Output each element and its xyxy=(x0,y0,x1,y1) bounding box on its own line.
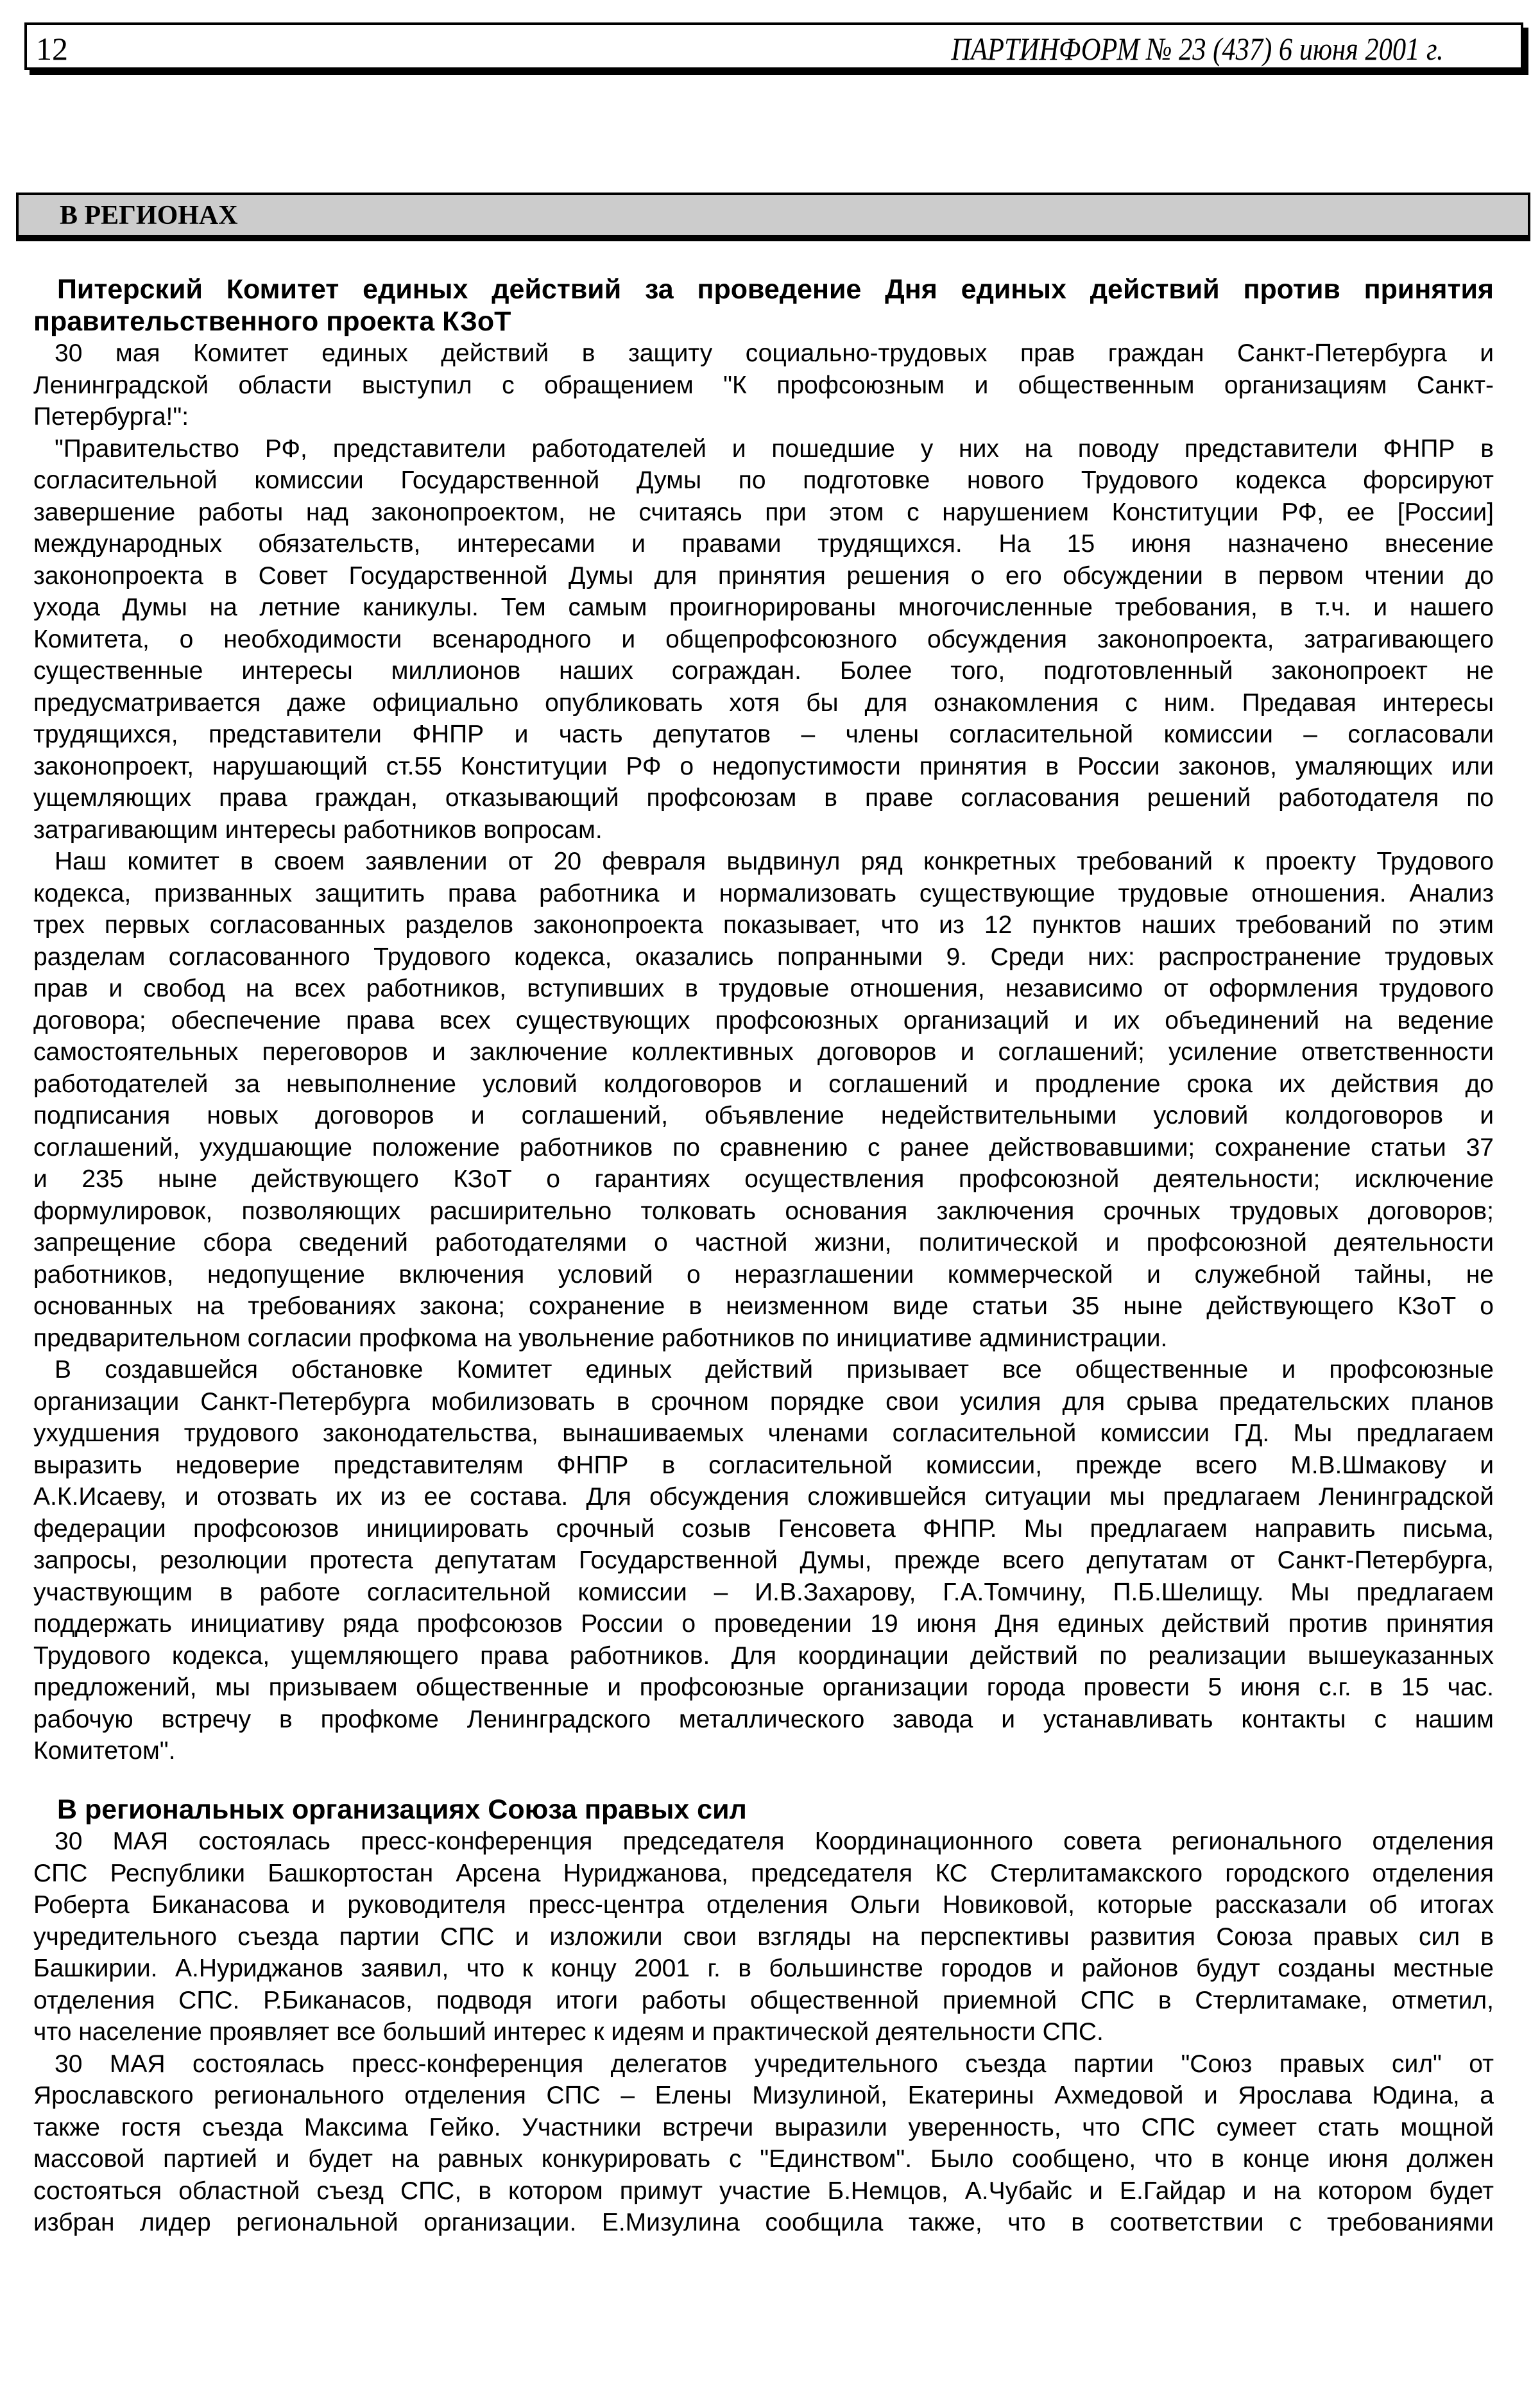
text-line: ущемляющих права граждан, отказывающий профсоюзам в праве согласования решений работодателя по xyxy=(33,784,1494,812)
text-line: Ярославского регионального отделения СПС – Елены Мизулиной, Екатерины Ахмедовой и Ярослава Юдина, а xyxy=(33,2082,1494,2109)
text-line: трудящихся, представители ФНПР и часть депутатов – члены согласительной комиссии – согласовали xyxy=(33,721,1494,748)
text-line: Башкирии. А.Нуриджанов заявил, что к концу 2001 г. в большинстве городов и районов будут созданы местные xyxy=(33,1955,1494,1982)
text-line: Ленинградской области выступил с обращением "К профсоюзным и общественным организациям Санкт- xyxy=(33,371,1494,399)
section-title: В РЕГИОНАХ xyxy=(60,201,238,230)
text-line: запрещение сбора сведений работодателями о частной жизни, политической и профсоюзной деятельности xyxy=(33,1229,1494,1256)
text-line: основанных на требованиях закона; сохранение в неизменном виде статьи 35 ныне действующего КЗоТ о xyxy=(33,1292,1494,1320)
text-line: ухода Думы на летние каникулы. Тем самым проигнорированы многочисленные требования, в т.ч. и нашего xyxy=(33,594,1494,621)
text-line: затрагивающим интересы работников вопросам. xyxy=(33,816,603,844)
paragraph xyxy=(33,433,1494,846)
article-title-line: Питерский Комитет единых действий за проведение Дня единых действий против принятия xyxy=(57,274,1494,305)
article-title-line: В региональных организациях Союза правых сил xyxy=(57,1794,747,1825)
paragraph xyxy=(33,846,1494,1354)
text-line: согласительной комиссии Государственной Думы по подготовке нового Трудового кодекса форсируют xyxy=(33,467,1494,494)
text-line: Комитетом". xyxy=(33,1737,176,1765)
text-line: СПС Республики Башкортостан Арсена Нуриджанова, председателя КС Стерлитамакского городского отделения xyxy=(33,1859,1494,1887)
text-line: учредительного съезда партии СПС и изложили свои взгляды на перспективы развития Союза правых сил в xyxy=(33,1923,1494,1951)
page-number: 12 xyxy=(36,31,68,67)
text-line: предложений, мы призываем общественные и профсоюзные организации города провести 5 июня с.г. в 15 час. xyxy=(33,1674,1494,1701)
text-line: и 235 ныне действующего КЗоТ о гарантиях осуществления профсоюзной деятельности; исключение xyxy=(33,1165,1494,1193)
paragraph xyxy=(33,1354,1494,1767)
text-line: "Правительство РФ, представители работодателей и пошедшие у них на поводу представители ФНПР в xyxy=(55,434,1494,463)
text-line: организации Санкт-Петербурга мобилизовать в срочном порядке свои усилия для срыва предательских планов xyxy=(33,1387,1494,1416)
publication-title: ПАРТИНФОРМ № 23 (437) 6 июня 2001 г. xyxy=(951,31,1444,67)
text-line: предварительном согласии профкома на увольнение работников по инициативе администрации. xyxy=(33,1324,1168,1352)
text-line: что население проявляет все больший интерес к идеям и практической деятельности СПС. xyxy=(33,2018,1104,2046)
text-line: рабочую встречу в профкоме Ленинградского металлического завода и устанавливать контакты с нашим xyxy=(33,1705,1494,1733)
article-title xyxy=(33,1794,1494,1826)
text-line: международных обязательств, интересами и правами трудящихся. На 15 июня назначено внесение xyxy=(33,530,1494,558)
text-line: участвующим в работе согласительной комиссии – И.В.Захарову, Г.А.Томчину, П.Б.Шелищу. Мы предлагаем xyxy=(33,1578,1494,1606)
paragraph xyxy=(33,1826,1494,2048)
text-line: существенные интересы миллионов наших сограждан. Более того, подготовленный законопроект не xyxy=(33,657,1494,685)
text-line: предусматривается даже официально опубликовать хотя бы для ознакомления с ним. Предавая интересы xyxy=(33,689,1494,717)
text-line: прав и свобод на всех работников, вступивших в трудовые отношения, независимо от оформления трудового xyxy=(33,975,1494,1002)
text-line: подписания новых договоров и соглашений, объявление недействительными условий колдоговоров и xyxy=(33,1102,1494,1129)
text-line: Наш комитет в своем заявлении от 20 февраля выдвинул ряд конкретных требований к проекту Трудового xyxy=(55,848,1494,875)
paragraph xyxy=(33,338,1494,433)
text-line: отделения СПС. Р.Биканасов, подводя итоги работы общественной приемной СПС в Стерлитамаке, отметил, xyxy=(33,1986,1494,2014)
paragraph xyxy=(33,2048,1494,2239)
text-line: трех первых согласованных разделов законопроекта показывает, что из 12 пунктов наших требований по этим xyxy=(33,911,1494,939)
text-line: разделам согласованного Трудового кодекса, оказались попранными 9. Среди них: распространение трудовых xyxy=(33,943,1494,971)
text-line: 30 МАЯ состоялась пресс-конференция делегатов учредительного съезда партии "Союз правых сил" от xyxy=(55,2050,1494,2078)
text-line: ухудшения трудового законодательства, вынашиваемых членами согласительной комиссии ГД. Мы предлагаем xyxy=(33,1419,1494,1447)
text-line: 30 МАЯ состоялась пресс-конференция председателя Координационного совета регионального отделения xyxy=(55,1828,1494,1855)
text-line: запросы, резолюции протеста депутатам Государственной Думы, прежде всего депутатам от Санкт-Петербурга, xyxy=(33,1547,1494,1574)
text-line: поддержать инициативу ряда профсоюзов России о проведении 19 июня Дня единых действий против принятия xyxy=(33,1610,1494,1638)
page-header xyxy=(24,22,1523,70)
text-line: Роберта Биканасова и руководителя пресс-центра отделения Ольги Новиковой, которые рассказали об итогах xyxy=(33,1891,1494,1919)
text-line: Петербурга!": xyxy=(33,403,189,431)
article-title xyxy=(33,273,1494,338)
text-line: Комитета, о необходимости всенародного и общепрофсоюзного обсуждения законопроекта, затрагивающего xyxy=(33,625,1494,653)
text-line: работодателей за невыполнение условий колдоговоров и соглашений и продление срока их действия до xyxy=(33,1070,1494,1098)
text-line: завершение работы над законопроектом, не считаясь при этом с нарушением Конституции РФ, ее [России] xyxy=(33,498,1494,526)
text-line: состояться областной съезд СПС, в котором примут участие Б.Немцов, А.Чубайс и Е.Гайдар и на котором будет xyxy=(33,2177,1494,2205)
article-committee xyxy=(33,273,1494,1767)
text-line: 30 мая Комитет единых действий в защиту социально-трудовых прав граждан Санкт-Петербурга и xyxy=(55,339,1494,367)
text-line: самостоятельных переговоров и заключение коллективных договоров и соглашений; усиление ответственности xyxy=(33,1038,1494,1066)
text-line: договора; обеспечение права всех существующих профсоюзных организаций и их объединений на ведение xyxy=(33,1006,1494,1034)
text-line: избран лидер региональной организации. Е.Мизулина сообщила также, что в соответствии с требованиями xyxy=(33,2209,1494,2236)
text-line: выразить недоверие представителям ФНПР в согласительной комиссии, прежде всего М.В.Шмакову и xyxy=(33,1451,1494,1479)
text-line: кодекса, призванных защитить права работника и нормализовать существующие трудовые отношения. Анализ xyxy=(33,879,1494,907)
text-line: А.К.Исаеву, и отозвать их из ее состава. Для обсуждения сложившейся ситуации мы предлагаем Ленинградской xyxy=(33,1483,1494,1511)
text-line: Трудового кодекса, ущемляющего права работников. Для координации действий по реализации вышеуказанных xyxy=(33,1641,1494,1670)
text-line: массовой партией и будет на равных конкурировать с "Единством". Было сообщено, что в конце июня должен xyxy=(33,2145,1494,2173)
article-sps xyxy=(33,1794,1494,2239)
text-line: формулировок, позволяющих расширительно толковать основания заключения срочных трудовых договоров; xyxy=(33,1197,1494,1225)
article-title-line: правительственного проекта КЗоТ xyxy=(33,306,511,337)
section-banner xyxy=(16,193,1530,237)
text-line: законопроект, нарушающий ст.55 Конституции РФ о недопустимости принятия в России законов, умаляющих или xyxy=(33,752,1494,780)
text-line: законопроекта в Совет Государственной Думы для принятия решения о его обсуждении в первом чтении до xyxy=(33,561,1494,590)
text-line: соглашений, ухудшающие положение работников по сравнению с ранее действовавшими; сохранение статьи 37 xyxy=(33,1133,1494,1161)
text-line: федерации профсоюзов инициировать срочный созыв Генсовета ФНПР. Мы предлагаем направить письма, xyxy=(33,1514,1494,1543)
text-line: работников, недопущение включения условий о неразглашении коммерческой и служебной тайны, не xyxy=(33,1260,1494,1289)
text-line: В создавшейся обстановке Комитет единых действий призывает все общественные и профсоюзные xyxy=(55,1356,1494,1384)
text-line: также гостя съезда Максима Гейко. Участники встречи выразили уверенность, что СПС сумеет стать мощной xyxy=(33,2113,1494,2141)
